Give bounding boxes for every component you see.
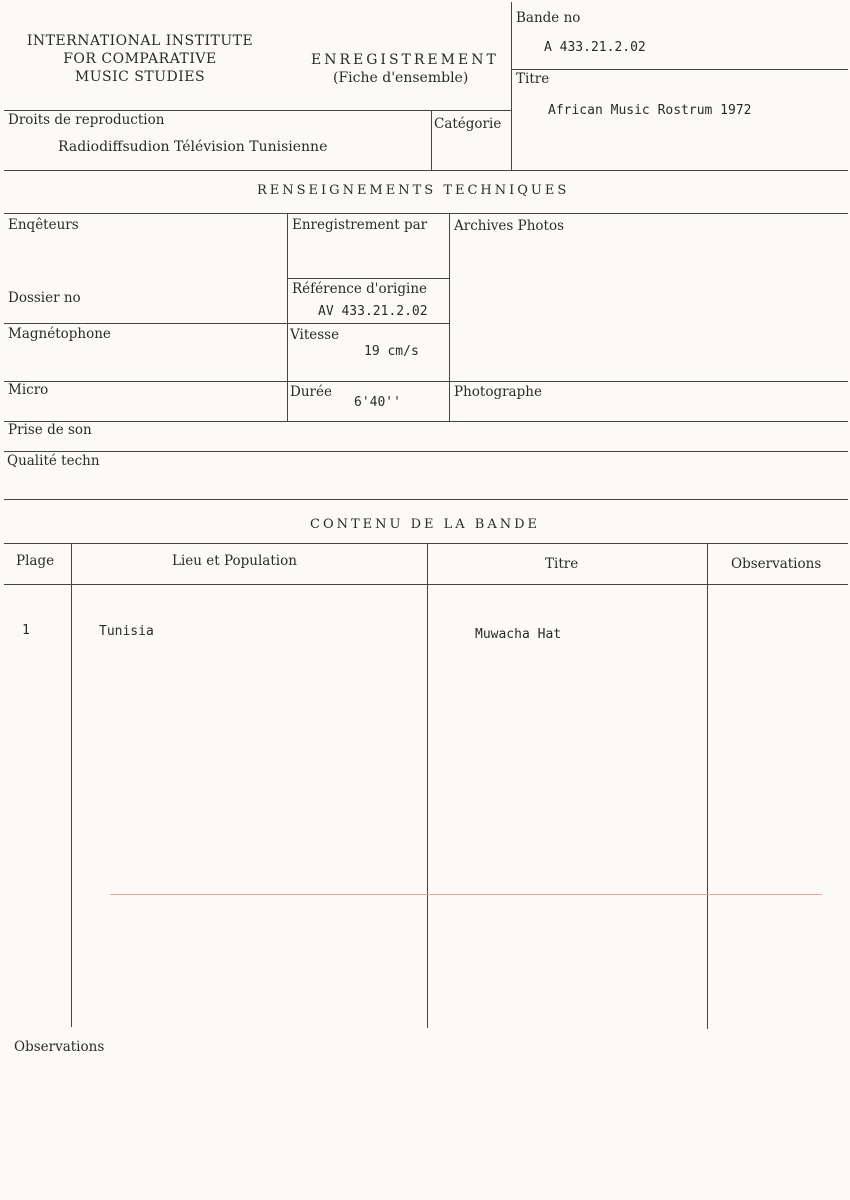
reference-label: Référence d'origine [292, 281, 428, 297]
form-title: ENREGISTREMENT [311, 52, 499, 68]
bande-value: A 433.21.2.02 [544, 40, 646, 55]
contents-col-divider-1 [71, 543, 72, 1027]
micro-label: Micro [8, 382, 49, 398]
contents-col-divider-3 [707, 543, 708, 1029]
contents-header-line [4, 584, 848, 585]
magnetophone-label: Magnétophone [8, 326, 111, 342]
column-header-plage: Plage [16, 553, 55, 569]
bande-label: Bande no [516, 10, 581, 26]
prise-divider [4, 451, 848, 452]
dossier-divider [4, 323, 449, 324]
enqueteurs-label: Enqêteurs [8, 217, 79, 233]
vitesse-value: 19 cm/s [364, 344, 419, 359]
magnetophone-divider [4, 381, 848, 382]
vitesse-label: Vitesse [290, 327, 340, 343]
technical-col-divider-1 [287, 213, 288, 421]
technical-bottom-line [4, 499, 848, 500]
qualite-label: Qualité techn [7, 453, 100, 469]
header-right-divider [511, 2, 512, 170]
categorie-divider [431, 110, 432, 170]
header-bottom-line [4, 170, 848, 171]
observations-label: Observations [14, 1039, 105, 1055]
technical-top-line [4, 213, 848, 214]
duree-value: 6'40'' [354, 395, 401, 410]
archives-photos-label: Archives Photos [454, 218, 564, 234]
red-guide-line [110, 894, 822, 895]
photographe-label: Photographe [454, 384, 542, 400]
enregistrement-par-label: Enregistrement par [292, 217, 428, 233]
contents-top-line [4, 543, 848, 544]
form-subtitle: (Fiche d'ensemble) [333, 70, 469, 86]
dossier-label: Dossier no [8, 290, 81, 306]
institute-line-1: INTERNATIONAL INSTITUTE [26, 33, 254, 49]
reference-value: AV 433.21.2.02 [318, 304, 428, 319]
technical-heading: RENSEIGNEMENTS TECHNIQUES [257, 183, 570, 198]
categorie-label: Catégorie [434, 116, 502, 132]
prise-label: Prise de son [8, 422, 92, 438]
technical-col-divider-2 [449, 213, 450, 421]
enregistrement-divider [287, 278, 449, 279]
row-plage: 1 [22, 623, 30, 638]
micro-divider [4, 421, 848, 422]
duree-label: Durée [290, 384, 332, 400]
titre-label: Titre [516, 71, 550, 87]
column-header-titre: Titre [545, 556, 579, 572]
institute-line-3: MUSIC STUDIES [74, 69, 206, 85]
column-header-lieu: Lieu et Population [172, 553, 297, 569]
contents-heading: CONTENU DE LA BANDE [310, 517, 541, 532]
header-divider [4, 110, 511, 111]
column-header-observations: Observations [731, 556, 822, 572]
droits-label: Droits de reproduction [8, 112, 165, 128]
contents-col-divider-2 [427, 543, 428, 1028]
bande-titre-divider [511, 69, 848, 70]
row-titre: Muwacha Hat [475, 627, 562, 642]
institute-line-2: FOR COMPARATIVE [63, 51, 217, 67]
droits-value: Radiodiffsudion Télévision Tunisienne [58, 139, 328, 155]
row-lieu: Tunisia [99, 624, 154, 639]
titre-value: African Music Rostrum 1972 [548, 103, 752, 118]
